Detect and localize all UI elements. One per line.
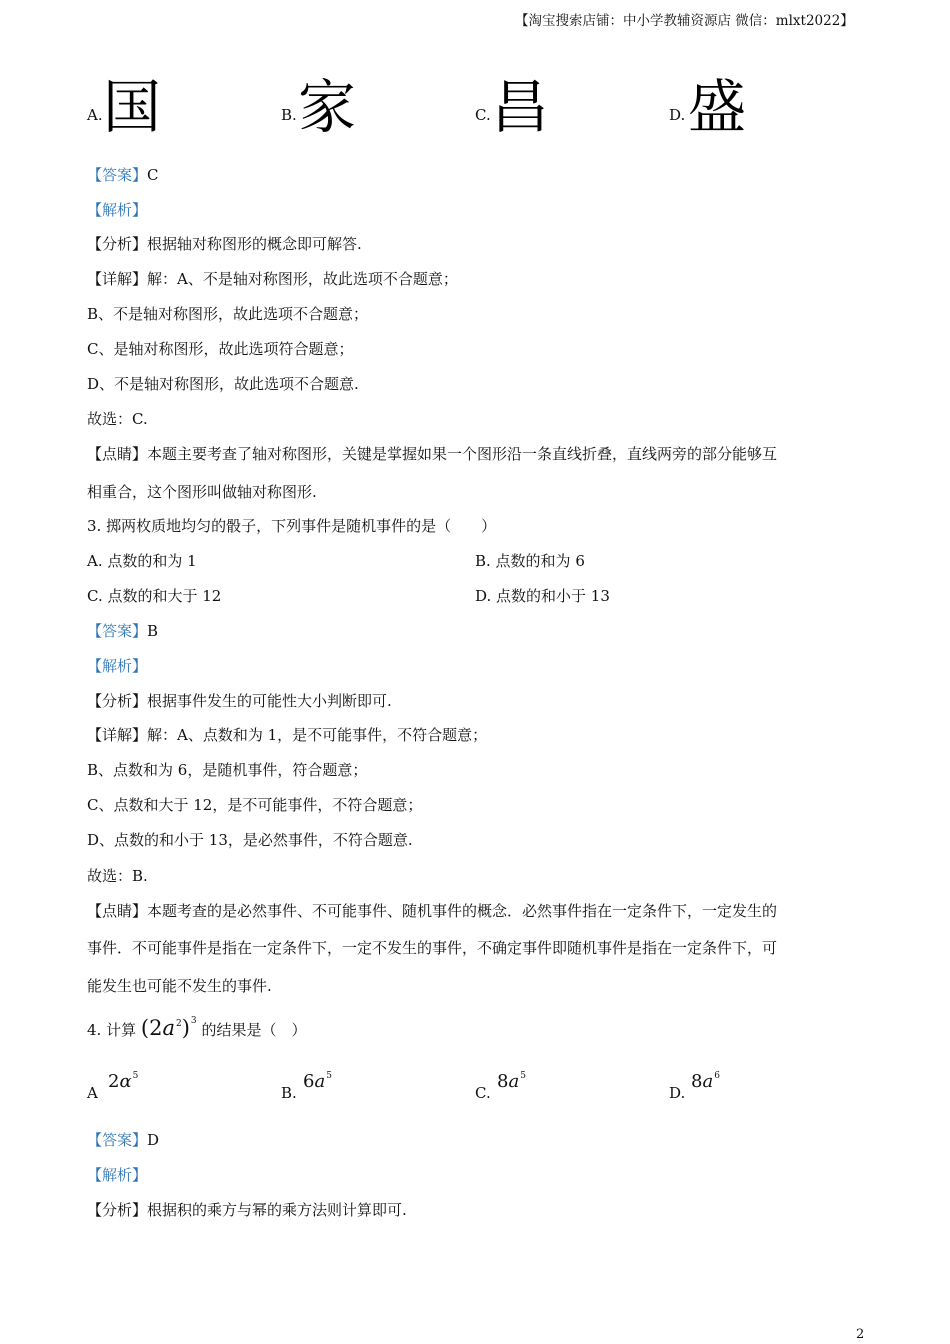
q3-stem: 3. 掷两枚质地均匀的骰子，下列事件是随机事件的是（ ）: [87, 517, 497, 535]
q3-option-d: D. 点数的和小于 13: [475, 587, 610, 605]
q2-option-c-letter: C.: [475, 106, 491, 124]
q2-analysis-tag: 【解析】: [87, 201, 148, 219]
q4-option-c-expr: [497, 1073, 526, 1091]
q4-stem-prefix: 4. 计算: [87, 1021, 137, 1039]
q4-option-c-letter: C.: [475, 1084, 491, 1102]
q3-xiangjie: 【详解】解：A、点数和为 1，是不可能事件，不符合题意；: [87, 726, 488, 744]
q2-option-d-letter: D.: [669, 106, 686, 124]
q4-option-a-var: α: [119, 1071, 132, 1092]
q4-stem-suffix: 的结果是（ ）: [201, 1021, 307, 1039]
q3-option-c: C. 点数的和大于 12: [87, 587, 222, 605]
q2-option-c-char: 昌: [491, 73, 550, 141]
q4-option-d-expr: [691, 1073, 720, 1091]
q4-option-b-var: a: [314, 1071, 326, 1092]
page-number: 2: [856, 1327, 865, 1342]
q4-option-b-coef: 6: [303, 1071, 315, 1092]
q3-dianjing-1: 【点睛】本题考查的是必然事件、不可能事件、随机事件的概念．必然事件指在一定条件下，一定发生的: [87, 902, 778, 920]
q4-answer-value: D: [147, 1131, 160, 1149]
q4-option-b-letter: B.: [281, 1084, 297, 1102]
q3-dianjing-3: 能发生也可能不发生的事件.: [87, 977, 272, 995]
q4-option-d-letter: D.: [669, 1084, 686, 1102]
q4-expression: $(2a^2)^3$: [140, 1016, 197, 1040]
q4-option-a-coef: 2: [108, 1071, 120, 1092]
q2-answer-value: C: [147, 166, 159, 184]
q3-line-c: C、点数和大于 12，是不可能事件，不符合题意；: [87, 796, 423, 814]
q2-option-b-char: 家: [298, 73, 357, 141]
q2-xiangjie: 【详解】解：A、不是轴对称图形，故此选项不合题意；: [87, 270, 458, 288]
q2-answer: [87, 168, 159, 183]
q4-option-a-exp: 5: [132, 1071, 139, 1081]
q4-stem: [87, 1018, 306, 1039]
q2-dianjing-1: 【点睛】本题主要考查了轴对称图形，关键是掌握如果一个图形沿一条直线折叠，直线两旁的部分能够互: [87, 445, 778, 463]
q3-answer-tag: 【答案】: [87, 622, 148, 640]
q4-answer-tag: 【答案】: [87, 1131, 148, 1149]
q3-guxuan: 故选：B.: [87, 867, 148, 885]
q4-option-d-var: a: [702, 1071, 714, 1092]
q4-analysis-tag: 【解析】: [87, 1166, 148, 1184]
q3-option-b: B. 点数的和为 6: [475, 552, 585, 570]
q4-option-a-expr: [108, 1073, 138, 1091]
q2-line-c: C、是轴对称图形，故此选项符合题意；: [87, 340, 354, 358]
q2-option-a-char: 国: [103, 73, 162, 141]
q3-fenxi: 【分析】根据事件发生的可能性大小判断即可.: [87, 692, 392, 710]
q2-option-a-letter: A.: [87, 106, 103, 124]
q3-answer: [87, 624, 158, 639]
q4-expr-outer-exp: 3: [190, 1016, 197, 1026]
q2-option-b-letter: B.: [281, 106, 297, 124]
q4-option-d-exp: 6: [714, 1071, 720, 1081]
q4-option-b-expr: [303, 1073, 332, 1091]
q4-expr-coef: 2: [149, 1016, 163, 1040]
q3-answer-value: B: [147, 622, 159, 640]
q4-option-c-exp: 5: [520, 1071, 526, 1081]
q4-fenxi: 【分析】根据积的乘方与幂的乘方法则计算即可.: [87, 1201, 407, 1219]
q2-option-d-char: 盛: [688, 73, 747, 141]
q3-line-b: B、点数和为 6，是随机事件，符合题意；: [87, 761, 368, 779]
q2-line-d: D、不是轴对称图形，故此选项不合题意.: [87, 375, 359, 393]
q4-option-b-exp: 5: [326, 1071, 332, 1081]
q4-option-a-letter: A: [87, 1084, 98, 1102]
q4-answer: [87, 1133, 159, 1148]
q3-dianjing-2: 事件．不可能事件是指在一定条件下，一定不发生的事件，不确定事件即随机事件是指在一定条件下，可: [87, 939, 778, 957]
q3-analysis-tag: 【解析】: [87, 657, 148, 675]
q4-option-d-coef: 8: [691, 1071, 703, 1092]
page-header: 【淘宝搜索店铺：中小学教辅资源店 微信：mlxt2022】: [515, 13, 854, 29]
q2-guxuan: 故选：C.: [87, 410, 148, 428]
q4-expr-var: a: [162, 1016, 175, 1040]
q2-fenxi: 【分析】根据轴对称图形的概念即可解答.: [87, 235, 362, 253]
q2-dianjing-2: 相重合，这个图形叫做轴对称图形.: [87, 483, 317, 501]
q3-option-a: A. 点数的和为 1: [87, 552, 197, 570]
q4-option-c-var: a: [508, 1071, 520, 1092]
q4-option-c-coef: 8: [497, 1071, 509, 1092]
q4-expr-inner-exp: 2: [175, 1019, 182, 1029]
q2-answer-tag: 【答案】: [87, 166, 148, 184]
q2-line-b: B、不是轴对称图形，故此选项不合题意；: [87, 305, 369, 323]
q3-line-d: D、点数的和小于 13，是必然事件，不符合题意.: [87, 831, 413, 849]
